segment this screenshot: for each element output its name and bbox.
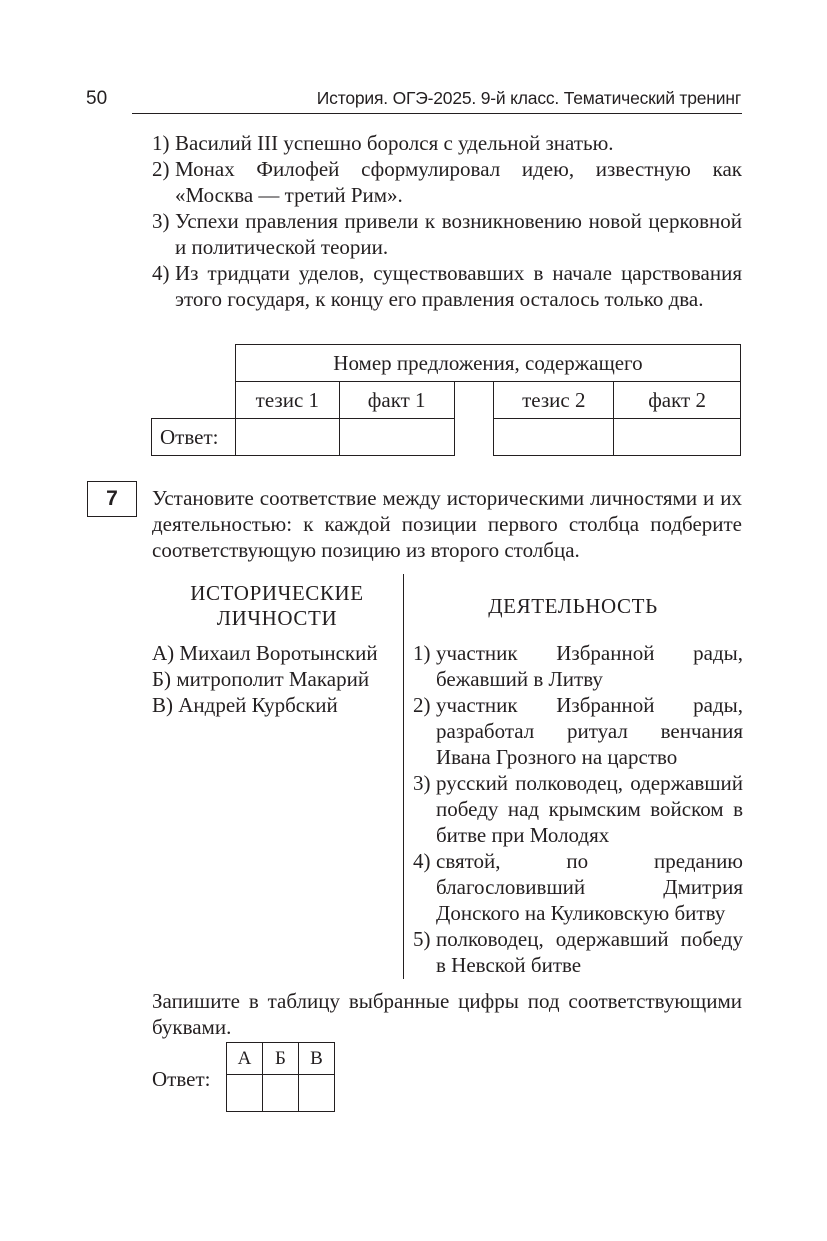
col-header-thesis-1: тезис 1	[235, 382, 339, 419]
activity-4	[413, 848, 743, 926]
statement-1	[152, 130, 742, 156]
letter-a: А	[227, 1043, 263, 1075]
task-number-box: 7	[87, 481, 137, 517]
activity-text: русский полководец, одержавший победу над крымским войском в битве при Молодях	[436, 771, 743, 847]
answer-cell-a[interactable]	[227, 1075, 263, 1112]
activity-2	[413, 692, 743, 770]
activity-text: участник Избранной рады, бежавший в Литву	[436, 641, 743, 691]
answer-row-label: Ответ:	[152, 419, 236, 456]
left-column-header	[152, 581, 402, 631]
answer-cell-v[interactable]	[299, 1075, 335, 1112]
col-header-fact-1: факт 1	[339, 382, 454, 419]
right-column-header: ДЕЯТЕЛЬНОСТЬ	[488, 594, 658, 618]
column-divider	[403, 574, 404, 979]
left-header-line-1: ИСТОРИЧЕСКИЕ	[190, 581, 364, 605]
person-name: Михаил Воротынский	[179, 641, 378, 665]
activity-5	[413, 926, 743, 978]
col-header-thesis-2: тезис 2	[494, 382, 614, 419]
activity-1	[413, 640, 743, 692]
person-b	[152, 666, 369, 692]
person-v	[152, 692, 338, 718]
activity-number: 2)	[413, 693, 431, 717]
statement-text: Василий III успешно боролся с удельной знатью.	[175, 131, 614, 155]
activity-text: участник Избранной рады, разработал ритуал венчания Ивана Грозного на царство	[436, 693, 743, 769]
statement-number: 4)	[152, 261, 170, 285]
header-rule	[132, 113, 742, 114]
page-number: 50	[86, 88, 108, 109]
task6-answer-table	[151, 344, 741, 456]
statement-3	[152, 208, 742, 260]
activity-number: 5)	[413, 927, 431, 951]
activity-text: святой, по преданию благословивший Дмитрия Донского на Куликовскую битву	[436, 849, 743, 925]
person-letter: В)	[152, 693, 173, 717]
statement-text: Успехи правления привели к возникновению новой церковной и политической теории.	[175, 209, 742, 259]
answer-cell-fact-1[interactable]	[339, 419, 454, 456]
activity-3	[413, 770, 743, 848]
answer-label: Ответ:	[152, 1067, 211, 1091]
person-letter: Б)	[152, 667, 172, 691]
gap-cell	[454, 419, 494, 456]
task7-instruction: Установите соответствие между историческими личностями и их деятельностью: к каждой позиции первого столбца подберите соответствующую позицию из второго столбца.	[152, 486, 742, 562]
statement-text: Из тридцати уделов, существовавших в начале царствования этого государя, к концу его правления осталось только два.	[175, 261, 742, 311]
statement-number: 1)	[152, 131, 170, 155]
answer-cell-thesis-1[interactable]	[235, 419, 339, 456]
person-a	[152, 640, 378, 666]
task7-answer-table	[226, 1042, 335, 1112]
activity-number: 4)	[413, 849, 431, 873]
running-title: История. ОГЭ-2025. 9-й класс. Тематический тренинг	[316, 88, 741, 108]
statement-number: 2)	[152, 157, 170, 181]
activity-number: 1)	[413, 641, 431, 665]
answer-cell-b[interactable]	[263, 1075, 299, 1112]
statement-4	[152, 260, 742, 312]
person-name: митрополит Макарий	[176, 667, 370, 691]
statement-text: Монах Филофей сформулировал идею, известную как «Москва — третий Рим».	[175, 157, 742, 207]
empty-corner	[152, 345, 236, 382]
letter-b: Б	[263, 1043, 299, 1075]
col-header-fact-2: факт 2	[614, 382, 741, 419]
activity-text: полководец, одержавший победу в Невской битве	[436, 927, 743, 977]
empty-corner	[152, 382, 236, 419]
statement-2	[152, 156, 742, 208]
statement-number: 3)	[152, 209, 170, 233]
person-letter: А)	[152, 641, 175, 665]
write-instruction: Запишите в таблицу выбранные цифры под соответствующими буквами.	[152, 989, 742, 1039]
left-header-line-2: ЛИЧНОСТИ	[216, 606, 338, 630]
letter-v: В	[299, 1043, 335, 1075]
activity-number: 3)	[413, 771, 431, 795]
table-caption: Номер предложения, содержащего	[235, 345, 740, 382]
gap-cell	[454, 382, 494, 419]
answer-cell-fact-2[interactable]	[614, 419, 741, 456]
person-name: Андрей Курбский	[178, 693, 338, 717]
answer-cell-thesis-2[interactable]	[494, 419, 614, 456]
